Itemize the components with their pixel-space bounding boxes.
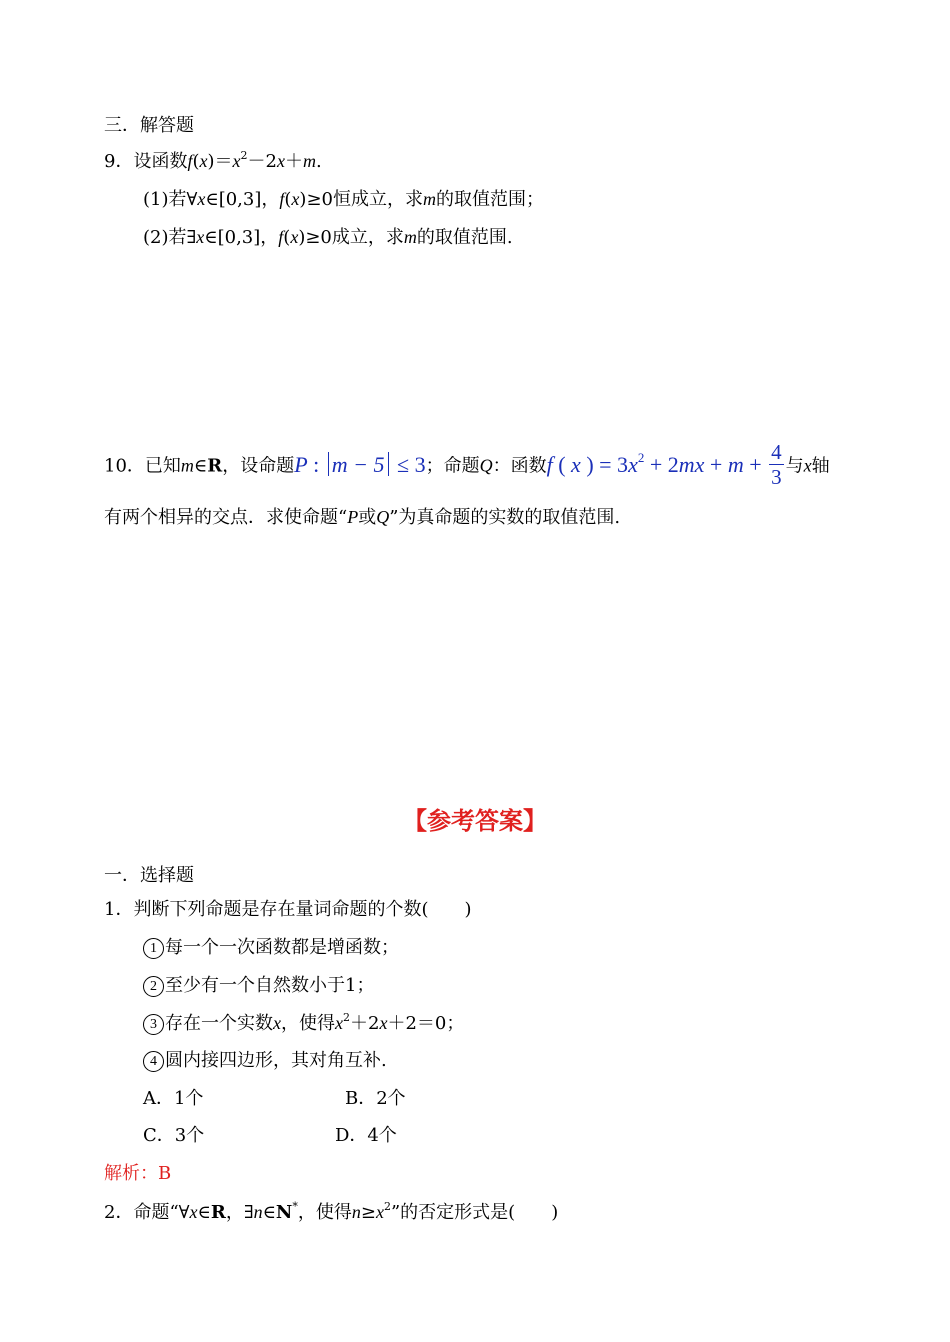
q9p2-c: ( [283,227,291,248]
q9-f: f [187,151,193,171]
fx-plus2: + [704,451,728,477]
section-title-3 [104,114,194,138]
q9p2-m: m [403,227,417,247]
q9p1-e: 的取值范围； [435,189,544,210]
option-a: A．1个 [143,1088,204,1109]
proposition-p-formula [294,452,425,477]
q9p2-b: ∈[0,3]， [204,227,279,248]
question-1-stem [104,898,472,922]
q10-d: ；命题 [425,455,480,477]
abs-bar-right [388,452,389,476]
fx-eq: = 3 [599,451,629,477]
q10-m: m [180,455,194,476]
fx-plus: + 2 [644,451,679,477]
fx-m: m [678,451,695,477]
q10-e: ：函数 [492,455,547,477]
q9-label: 9．设函数 [104,151,188,172]
q2-sup: 2 [383,1200,391,1213]
q9-x2: x [232,151,241,171]
circled-number-2: 2 [143,976,164,997]
q9-plus: ＋ [284,151,303,172]
q1-item-3-x: x [273,1013,281,1033]
q9p2-x: x [196,227,205,247]
question-10-line-1 [104,442,830,491]
fx-m2: m [727,451,744,477]
question-9-part-2 [143,225,513,250]
q2-n: n [253,1202,263,1222]
fx-lp: ( [552,451,572,477]
abs-bar-left [328,452,329,476]
q10l2-b: 或 [358,507,377,528]
q2-N: N [275,1202,293,1223]
q10-label: 10．已知 [104,455,181,477]
q9-lp: ( [192,151,200,172]
q1-item-3-a: 存在一个实数 [165,1013,273,1034]
section-title-1 [104,864,194,888]
q10-x-axis: x [803,455,812,476]
q2-x2: x [375,1202,384,1222]
section-title-text: 三．解答题 [104,115,194,136]
circled-number-3: 3 [143,1014,164,1035]
q2-f: ≥ [360,1202,376,1223]
q10-R: R [207,455,223,477]
function-q-formula [546,440,786,489]
q2-e: ，使得 [297,1202,352,1223]
q10-f: 与 [785,455,804,477]
q10-Q: Q [479,455,493,476]
q2-g: ”的否定形式是( ) [390,1202,559,1223]
q1-item-3-d: ＋2＝0； [387,1013,465,1034]
q1-item-3-x3: x [379,1013,388,1033]
q1-item-1-text: 每一个一次函数都是增函数； [165,937,399,958]
fx-f: f [546,451,553,477]
q9-eq: )＝ [207,151,233,172]
q1-item-3-c: ＋2 [350,1013,380,1034]
option-d: D．4个 [335,1125,397,1146]
q9p1-m: m [422,189,436,209]
q2-c: ，∃ [225,1202,254,1223]
q10-le3: ≤ 3 [391,451,426,477]
q1-item-3-b: ，使得 [281,1013,335,1034]
q1-item-2 [143,974,374,998]
q2-x: x [189,1202,198,1222]
frac-num: 4 [771,440,782,464]
question-9-stem [104,149,322,174]
q1-stem-text: 1．判断下列命题是存在量词命题的个数( ) [104,899,472,920]
q1-item-4 [143,1049,387,1073]
q2-b: ∈ [197,1202,211,1223]
q2-R: R [210,1202,226,1223]
question-10-line-2 [104,505,620,530]
q10-in: ∈ [193,455,208,477]
q9-dot: . [315,151,322,172]
circled-number-1: 1 [143,938,164,959]
q10-abs-inner: m − 5 [331,451,385,477]
q9p1-x: x [197,189,206,209]
q9p2-x2: x [290,227,299,247]
q1-analysis: 解析：B [104,1163,172,1184]
q1-item-3-x2: x [335,1013,343,1033]
q2-n2: n [351,1202,361,1222]
answers-title: 【参考答案】 [403,807,547,835]
q1-item-2-text: 至少有一个自然数小于1； [165,975,375,996]
q1-item-3-sup: 2 [343,1011,350,1024]
q2-star: * [292,1200,298,1213]
q10l2-Q: Q [376,507,390,527]
q9-sup: 2 [240,149,248,162]
q9p1-c: ( [284,189,292,210]
q1-item-4-text: 圆内接四边形，其对角互补. [165,1050,387,1071]
option-b: B．2个 [345,1088,406,1109]
fraction-4-3 [769,440,784,489]
q9p1-b: ∈[0,3]， [205,189,280,210]
q1-item-1 [143,936,399,960]
q9-m: m [302,151,316,171]
q9-x3: x [276,151,285,171]
q9-rest: －2 [247,151,277,172]
q10-g: 轴 [811,455,830,477]
fx-x: x [571,451,581,477]
q10l2-a: 有两个相异的交点．求使命题“ [104,507,348,528]
q10-colon: : [307,451,325,477]
fx-sup: 2 [637,450,645,466]
fx-rp: ) [580,451,600,477]
question-2-stem [104,1200,558,1225]
q10l2-c: ”为真命题的实数的取值范围. [389,507,621,528]
q9p2-e: 的取值范围. [416,227,513,248]
question-9-part-1 [143,187,544,212]
q10l2-P: P [347,507,359,527]
circled-number-4: 4 [143,1051,164,1072]
q9p1-d: )≥0恒成立，求 [299,189,423,210]
fx-plus3: + [743,451,768,477]
frac-den: 3 [771,465,782,489]
q1-item-3 [143,1011,464,1036]
q10-P: P [294,451,308,477]
q9p1-f: f [279,189,285,209]
q2-d: ∈ [262,1202,276,1223]
option-c: C．3个 [143,1125,205,1146]
q9p1-a: (1)若∀ [143,189,198,210]
fx-x2: x [628,451,638,477]
q9p2-d: )≥0成立，求 [298,227,404,248]
q9p2-f: f [278,227,284,247]
fx-x3: x [694,451,705,477]
section1-title-text: 一．选择题 [104,865,194,886]
q2-a: 2．命题“∀ [104,1202,190,1223]
q9-x: x [199,151,208,171]
q9p1-x2: x [291,189,300,209]
q10-c: ，设命题 [222,455,295,477]
q9p2-a: (2)若∃ [143,227,197,248]
